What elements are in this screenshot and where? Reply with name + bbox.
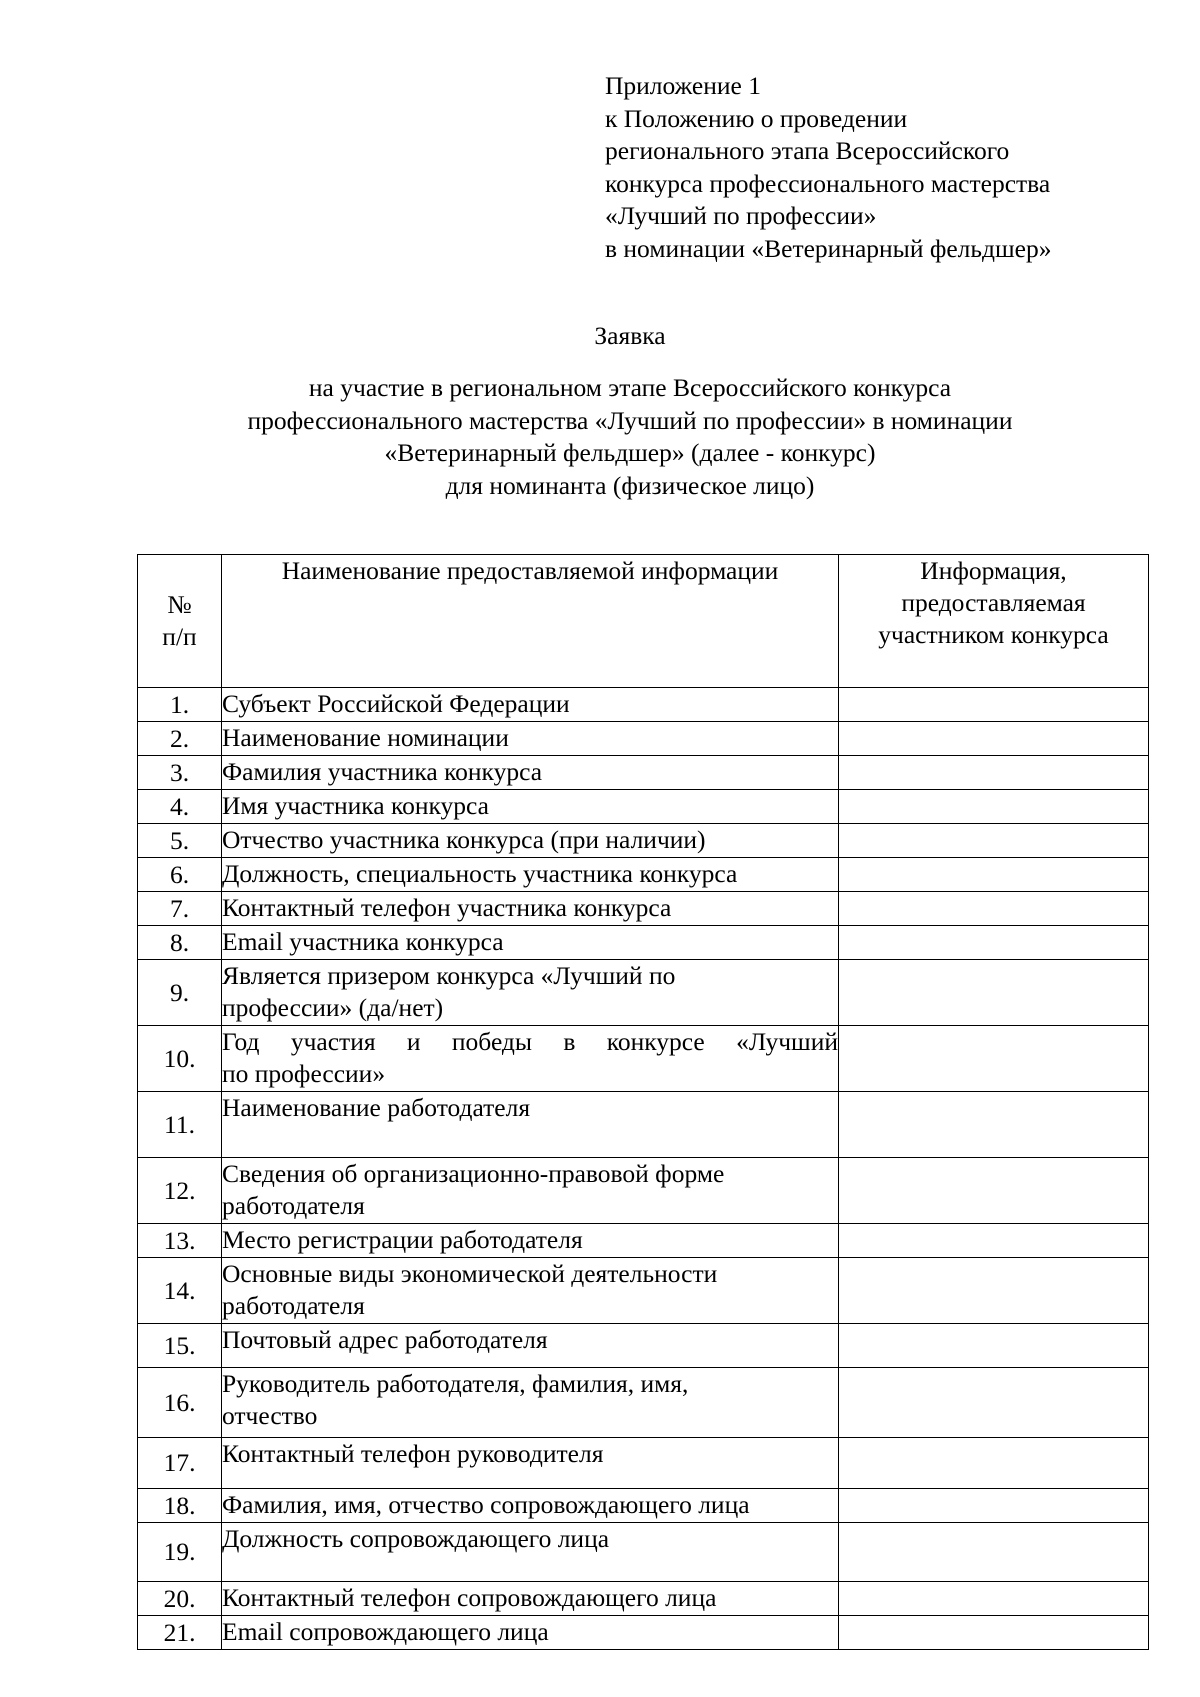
row-label-line: Сведения об организационно-правовой форме [222,1159,725,1188]
row-label [222,960,839,1026]
subtitle-line: для номинанта (физическое лицо) [445,470,815,500]
row-info-cell[interactable] [839,1258,1149,1324]
row-label [222,790,839,824]
row-label [222,1092,839,1158]
row-info-cell[interactable] [839,1523,1149,1582]
row-number: 19. [138,1523,222,1582]
row-number: 17. [138,1438,222,1489]
row-label [222,1438,839,1489]
row-number: 8. [138,926,222,960]
header-number-line: п/п [162,622,197,651]
row-label-line: Имя участника конкурса [222,791,489,820]
row-label-line: Основные виды экономической деятельности [222,1259,718,1288]
table-header-row [138,555,1149,688]
document-title: Заявка [594,321,666,350]
document-subtitle [0,372,1200,502]
row-label-line: Отчество участника конкурса (при наличии) [222,825,706,854]
table-row [138,1092,1149,1158]
appendix-line: конкурса профессионального мастерства [605,168,1051,198]
row-info-cell[interactable] [839,1489,1149,1523]
row-label-line: по профессии» [222,1059,386,1088]
row-label [222,1158,839,1224]
appendix-line: регионального этапа Всероссийского [605,136,1010,165]
row-label [222,1324,839,1368]
row-label-line: профессии» (да/нет) [222,993,444,1022]
row-number: 4. [138,790,222,824]
row-info-cell[interactable] [839,688,1149,722]
appendix-line: «Лучший по профессии» [605,201,877,230]
table-row [138,1324,1149,1368]
row-info-cell[interactable] [839,858,1149,892]
row-label-line: Контактный телефон участника конкурса [222,893,672,922]
appendix-line: к Положению о проведении [605,103,908,133]
row-info-cell[interactable] [839,1224,1149,1258]
row-label-line: Субъект Российской Федерации [222,689,570,718]
row-number: 13. [138,1224,222,1258]
table-row [138,1026,1149,1092]
row-number: 21. [138,1616,222,1650]
row-label [222,1489,839,1523]
row-label-line: работодателя [222,1191,365,1220]
table-row [138,1224,1149,1258]
row-label-line: работодателя [222,1291,365,1320]
row-number: 16. [138,1368,222,1438]
row-label [222,892,839,926]
row-info-cell[interactable] [839,756,1149,790]
appendix-line: Приложение 1 [605,71,761,100]
row-label-line: Наименование номинации [222,723,509,752]
row-number: 20. [138,1582,222,1616]
row-label-line: Место регистрации работодателя [222,1225,583,1254]
row-label-line: Наименование работодателя [222,1093,531,1122]
table-row [138,756,1149,790]
row-info-cell[interactable] [839,722,1149,756]
row-label-line: Контактный телефон руководителя [222,1439,604,1468]
table-row [138,790,1149,824]
table-row [138,1582,1149,1616]
row-label-line: Должность, специальность участника конкурса [222,859,738,888]
row-number: 6. [138,858,222,892]
table-row [138,722,1149,756]
row-info-cell[interactable] [839,790,1149,824]
table-body [138,688,1149,1650]
row-number: 18. [138,1489,222,1523]
row-label [222,722,839,756]
table-row [138,1523,1149,1582]
header-info-line: Информация, [920,556,1067,585]
row-number: 2. [138,722,222,756]
row-number: 14. [138,1258,222,1324]
header-info [839,555,1149,688]
row-info-cell[interactable] [839,960,1149,1026]
row-label [222,1026,839,1092]
row-info-cell[interactable] [839,1368,1149,1438]
row-info-cell[interactable] [839,1324,1149,1368]
row-number: 12. [138,1158,222,1224]
table-row [138,926,1149,960]
row-label-line: Контактный телефон сопровождающего лица [222,1583,717,1612]
table-row [138,1368,1149,1438]
row-label-line: Email сопровождающего лица [222,1617,549,1646]
row-number: 11. [138,1092,222,1158]
appendix-line: в номинации «Ветеринарный фельдшер» [605,233,1052,263]
row-label-line: отчество [222,1401,318,1430]
row-number: 3. [138,756,222,790]
row-label-line: Фамилия участника конкурса [222,757,543,786]
row-info-cell[interactable] [839,1438,1149,1489]
header-info-line: предоставляемая [901,588,1086,617]
row-info-cell[interactable] [839,824,1149,858]
row-info-cell[interactable] [839,1582,1149,1616]
row-label [222,1523,839,1582]
row-number: 5. [138,824,222,858]
row-label [222,688,839,722]
row-label-line: Фамилия, имя, отчество сопровождающего лица [222,1490,750,1519]
table-row [138,1158,1149,1224]
row-info-cell[interactable] [839,1158,1149,1224]
table-row [138,892,1149,926]
table-row [138,1489,1149,1523]
header-number-line: № [167,590,192,619]
header-name: Наименование предоставляемой информации [222,555,839,688]
table-row [138,1616,1149,1650]
appendix-header [605,70,1051,265]
row-number: 15. [138,1324,222,1368]
header-number [138,555,222,688]
row-label [222,858,839,892]
table-row [138,1258,1149,1324]
row-label [222,926,839,960]
row-info-cell[interactable] [839,926,1149,960]
row-number: 9. [138,960,222,1026]
row-label-line: Почтовый адрес работодателя [222,1325,548,1354]
subtitle-line: «Ветеринарный фельдшер» (далее - конкурс) [384,438,876,467]
row-label [222,756,839,790]
row-label-line: Должность сопровождающего лица [222,1524,610,1553]
row-label-line: Является призером конкурса «Лучший по [222,961,676,990]
subtitle-line: на участие в региональном этапе Всероссийского конкурса [308,373,952,402]
row-label [222,1258,839,1324]
row-number: 10. [138,1026,222,1092]
table-row [138,858,1149,892]
row-label-line: Год участия и победы в конкурсе «Лучший [222,1027,838,1056]
row-info-cell[interactable] [839,1026,1149,1092]
row-number: 7. [138,892,222,926]
table-row [138,1438,1149,1489]
row-label-line: Email участника конкурса [222,927,504,956]
row-label [222,1368,839,1438]
row-label [222,1224,839,1258]
row-info-cell[interactable] [839,892,1149,926]
application-table [137,554,1149,1650]
row-label [222,1582,839,1616]
row-number: 1. [138,688,222,722]
table-row [138,688,1149,722]
header-info-line: участником конкурса [878,620,1109,649]
row-label-line: Руководитель работодателя, фамилия, имя, [222,1369,689,1398]
row-label [222,1616,839,1650]
table-row [138,824,1149,858]
row-info-cell[interactable] [839,1616,1149,1650]
row-info-cell[interactable] [839,1092,1149,1158]
table-row [138,960,1149,1026]
row-label [222,824,839,858]
subtitle-line: профессионального мастерства «Лучший по профессии» в номинации [247,405,1013,435]
